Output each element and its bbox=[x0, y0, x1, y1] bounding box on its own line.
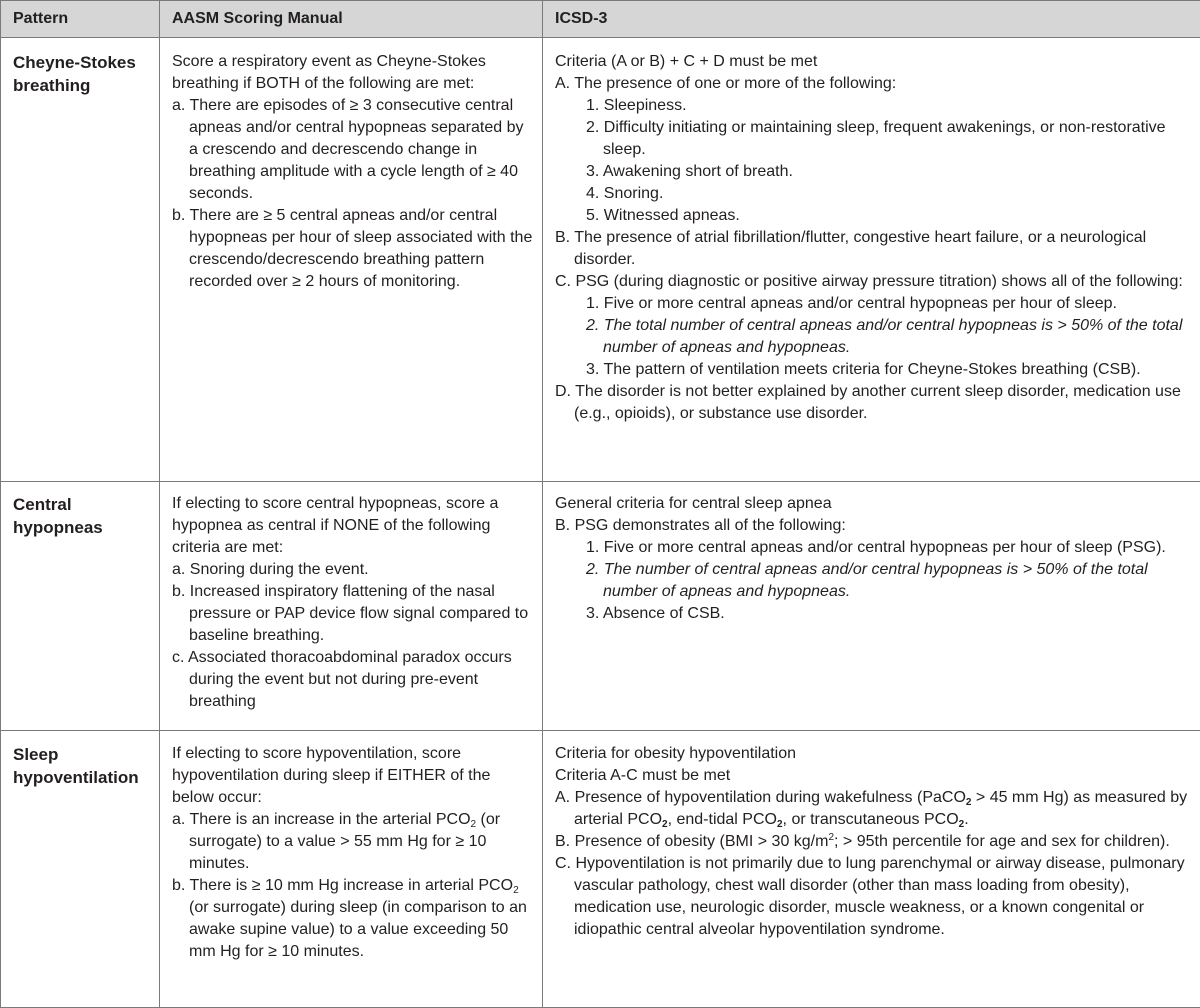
aasm-item bbox=[172, 809, 536, 875]
subscript: 2 bbox=[777, 819, 783, 830]
table-header-row bbox=[1, 1, 1200, 38]
text-run: b. There is ≥ 10 mm Hg increase in arterial PCO bbox=[172, 877, 513, 894]
superscript: 2 bbox=[828, 832, 834, 843]
text-run: ; > 95th percentile for age and sex for children). bbox=[834, 833, 1170, 850]
table-row bbox=[1, 731, 1200, 1008]
subscript: 2 bbox=[959, 819, 965, 830]
icsd-subitem: 3. Absence of CSB. bbox=[555, 603, 1194, 625]
icsd-subitem: 1. Sleepiness. bbox=[555, 95, 1194, 117]
icsd-criterion-c: C. Hypoventilation is not primarily due to lung parenchymal or airway disease, pulmonary vascular pathology, chest wall disorder (other than mass loading from obesity), medication use, neurologic disorder, muscle weakness, or a known congenital or idiopathic central alveolar hypoventilation syndrome. bbox=[555, 853, 1194, 941]
pattern-cell bbox=[1, 38, 160, 482]
aasm-item bbox=[172, 875, 536, 963]
text-run: > 45 mm Hg) as measured by arterial PCO bbox=[574, 789, 1187, 828]
pattern-name: Central hypopneas bbox=[13, 493, 153, 539]
text-run: . bbox=[964, 811, 968, 828]
icsd-cell bbox=[543, 731, 1200, 1008]
text-run: (or surrogate) during sleep (in comparison to an awake supine value) to a value exceeding 50 mm Hg for ≥ 10 minutes. bbox=[189, 899, 527, 960]
aasm-intro: Score a respiratory event as Cheyne-Stokes breathing if BOTH of the following are met: bbox=[172, 51, 536, 95]
header-pattern: Pattern bbox=[1, 1, 160, 38]
icsd-criterion-c: C. PSG (during diagnostic or positive airway pressure titration) shows all of the following: bbox=[555, 271, 1194, 293]
header-aasm: AASM Scoring Manual bbox=[160, 1, 543, 38]
pattern-cell bbox=[1, 482, 160, 731]
pattern-name: Sleep hypoventilation bbox=[13, 743, 153, 789]
icsd-criterion-b: B. The presence of atrial fibrillation/flutter, congestive heart failure, or a neurological disorder. bbox=[555, 227, 1194, 271]
subscript: 2 bbox=[662, 819, 668, 830]
pattern-name: Cheyne-Stokes breathing bbox=[13, 51, 153, 97]
subscript: 2 bbox=[513, 885, 519, 896]
aasm-cell bbox=[160, 482, 543, 731]
subscript: 2 bbox=[966, 797, 972, 808]
icsd-criterion-a: A. The presence of one or more of the following: bbox=[555, 73, 1194, 95]
icsd-subitem: 4. Snoring. bbox=[555, 183, 1194, 205]
text-run: B. Presence of obesity (BMI > 30 kg/m bbox=[555, 833, 828, 850]
icsd-subitem: 2. The number of central apneas and/or central hypopneas is > 50% of the total number of apneas and hypopneas. bbox=[555, 559, 1194, 603]
aasm-cell bbox=[160, 38, 543, 482]
aasm-item: b. Increased inspiratory flattening of the nasal pressure or PAP device flow signal compared to baseline breathing. bbox=[172, 581, 536, 647]
icsd-criterion-a bbox=[555, 787, 1194, 831]
icsd-intro: Criteria for obesity hypoventilation bbox=[555, 743, 1194, 765]
icsd-subitem: 1. Five or more central apneas and/or central hypopneas per hour of sleep (PSG). bbox=[555, 537, 1194, 559]
icsd-cell bbox=[543, 38, 1200, 482]
aasm-intro: If electing to score hypoventilation, score hypoventilation during sleep if EITHER of the below occur: bbox=[172, 743, 536, 809]
aasm-item: a. There are episodes of ≥ 3 consecutive central apneas and/or central hypopneas separated by a crescendo and decrescendo change in breathing amplitude with a cycle length of ≥ 40 seconds. bbox=[172, 95, 536, 205]
icsd-subitem: 2. The total number of central apneas and/or central hypopneas is > 50% of the total number of apneas and hypopneas. bbox=[555, 315, 1194, 359]
icsd-subitem: 3. Awakening short of breath. bbox=[555, 161, 1194, 183]
icsd-subitem: 3. The pattern of ventilation meets criteria for Cheyne-Stokes breathing (CSB). bbox=[555, 359, 1194, 381]
table-row bbox=[1, 38, 1200, 482]
text-run: , or transcutaneous PCO bbox=[783, 811, 959, 828]
icsd-criterion-d: D. The disorder is not better explained by another current sleep disorder, medication use (e.g., opioids), or substance use disorder. bbox=[555, 381, 1194, 425]
subscript: 2 bbox=[471, 819, 477, 830]
aasm-item: b. There are ≥ 5 central apneas and/or central hypopneas per hour of sleep associated with the crescendo/decrescendo breathing pattern recorded over ≥ 2 hours of monitoring. bbox=[172, 205, 536, 293]
icsd-intro: Criteria (A or B) + C + D must be met bbox=[555, 51, 1194, 73]
aasm-intro: If electing to score central hypopneas, score a hypopnea as central if NONE of the following criteria are met: bbox=[172, 493, 536, 559]
icsd-cell bbox=[543, 482, 1200, 731]
icsd-intro: General criteria for central sleep apnea bbox=[555, 493, 1194, 515]
icsd-subitem: 2. Difficulty initiating or maintaining sleep, frequent awakenings, or non-restorative sleep. bbox=[555, 117, 1194, 161]
icsd-subitem: 5. Witnessed apneas. bbox=[555, 205, 1194, 227]
icsd-subitem: 1. Five or more central apneas and/or central hypopneas per hour of sleep. bbox=[555, 293, 1194, 315]
text-run: A. Presence of hypoventilation during wakefulness (PaCO bbox=[555, 789, 966, 806]
header-icsd: ICSD-3 bbox=[543, 1, 1200, 38]
icsd-criterion-b bbox=[555, 831, 1194, 853]
icsd-intro: Criteria A-C must be met bbox=[555, 765, 1194, 787]
aasm-cell bbox=[160, 731, 543, 1008]
text-run: a. There is an increase in the arterial PCO bbox=[172, 811, 471, 828]
icsd-criterion-b: B. PSG demonstrates all of the following: bbox=[555, 515, 1194, 537]
table-row bbox=[1, 482, 1200, 731]
text-run: , end-tidal PCO bbox=[668, 811, 777, 828]
aasm-item: a. Snoring during the event. bbox=[172, 559, 536, 581]
aasm-item: c. Associated thoracoabdominal paradox occurs during the event but not during pre-event breathing bbox=[172, 647, 536, 713]
text-run: (or surrogate) to a value > 55 mm Hg for ≥ 10 minutes. bbox=[189, 811, 500, 872]
pattern-cell bbox=[1, 731, 160, 1008]
